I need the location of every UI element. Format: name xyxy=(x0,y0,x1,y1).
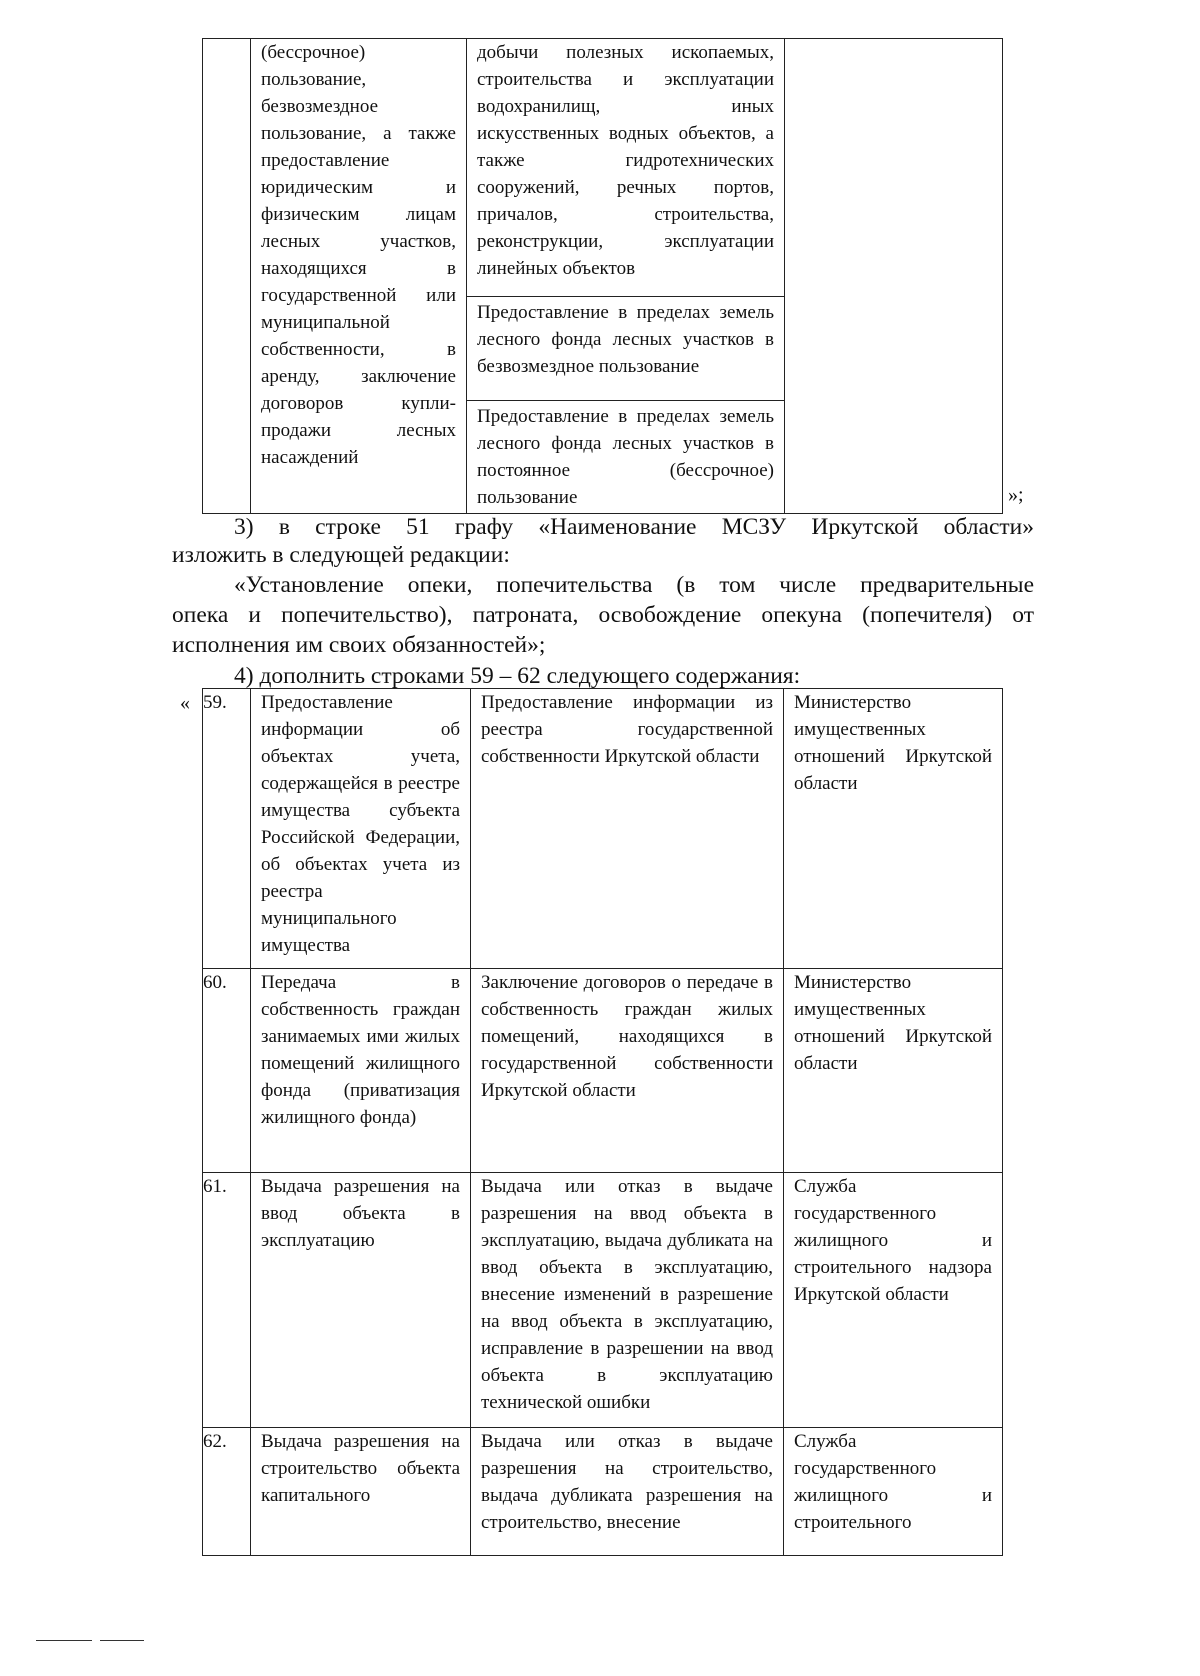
subservice-item: добычи полезных ископаемых, строительства и эксплуатации водохранилищ, иных искусственных водных объектов, а также гидротехнических сооружений, речных портов, причалов, строительства, реконструкции, эксплуатации линейных объектов xyxy=(467,39,784,296)
continued-table xyxy=(202,38,1003,514)
paragraph-4: 4) дополнить строками 59 – 62 следующего содержания: xyxy=(234,663,801,689)
service-name: Предоставление информации об объектах учета, содержащейся в реестре имущества субъекта Российской Федерации, об объектах учета из реестра муниципального имущества xyxy=(251,689,471,969)
opening-quote-mark: « xyxy=(180,692,190,714)
service-name: Выдача разрешения на ввод объекта в эксплуатацию xyxy=(251,1173,471,1428)
subservice-cell xyxy=(467,39,785,514)
row-number: 59. xyxy=(203,689,251,969)
subservice-item: Предоставление в пределах земель лесного фонда лесных участков в постоянное (бессрочное) пользование xyxy=(477,405,774,508)
subservice-name: Заключение договоров о передаче в собственность граждан жилых помещений, находящихся в государственной собственности Иркутской области xyxy=(471,969,784,1173)
subservice-name: Выдача или отказ в выдаче разрешения на ввод объекта в эксплуатацию, выдача дубликата на ввод объекта в эксплуатацию, внесение изменений в разрешение на ввод объекта в эксплуатацию, исправление в разрешении на ввод объекта в эксплуатацию технической ошибки xyxy=(471,1173,784,1428)
row-number: 61. xyxy=(203,1173,251,1428)
subservice-list xyxy=(467,39,784,513)
authority-name: Министерство имущественных отношений Иркутской области xyxy=(784,969,1003,1173)
authority-name: Служба государственного жилищного и строительного xyxy=(784,1428,1003,1556)
quoted-text-line-3: исполнения им своих обязанностей»; xyxy=(172,632,546,658)
paragraph-3-line-1: 3) в строке 51 графу «Наименование МСЗУ Иркутской области» xyxy=(234,514,1034,540)
service-name: Выдача разрешения на строительство объекта капитального xyxy=(251,1428,471,1556)
authority-cell xyxy=(785,39,1003,514)
subservice-name: Предоставление информации из реестра государственной собственности Иркутской области xyxy=(471,689,784,969)
quoted-text-line-1: «Установление опеки, попечительства (в том числе предварительные xyxy=(234,572,1034,598)
table-row xyxy=(203,1428,1003,1556)
table-row xyxy=(203,969,1003,1173)
service-cell: (бессрочное) пользование, безвозмездное пользование, а также предоставление юридическим и физическим лицам лесных участков, находящихся в государственной или муниципальной собственности, в аренду, заключение договоров купли-продажи лесных насаждений xyxy=(251,39,467,514)
footer-rule-right xyxy=(100,1640,144,1641)
row-number: 60. xyxy=(203,969,251,1173)
quoted-text-line-2: опека и попечительство), патроната, освобождение опекуна (попечителя) от xyxy=(172,602,1034,628)
table-row xyxy=(203,1173,1003,1428)
paragraph-3-line-2: изложить в следующей редакции: xyxy=(172,542,510,568)
subservice-item: Предоставление в пределах земель лесного фонда лесных участков в безвозмездное пользование xyxy=(467,296,784,400)
authority-name: Служба государственного жилищного и строительного надзора Иркутской области xyxy=(784,1173,1003,1428)
number-cell xyxy=(203,39,251,514)
services-table xyxy=(202,688,1003,1556)
subservice-name: Выдача или отказ в выдаче разрешения на строительство, выдача дубликата разрешения на строительство, внесение xyxy=(471,1428,784,1556)
row-number: 62. xyxy=(203,1428,251,1556)
authority-name: Министерство имущественных отношений Иркутской области xyxy=(784,689,1003,969)
service-name: Передача в собственность граждан занимаемых ими жилых помещений жилищного фонда (приватизация жилищного фонда) xyxy=(251,969,471,1173)
table-row xyxy=(203,689,1003,969)
closing-quote-mark: »; xyxy=(1008,484,1024,506)
footer-rule-left xyxy=(36,1640,92,1641)
